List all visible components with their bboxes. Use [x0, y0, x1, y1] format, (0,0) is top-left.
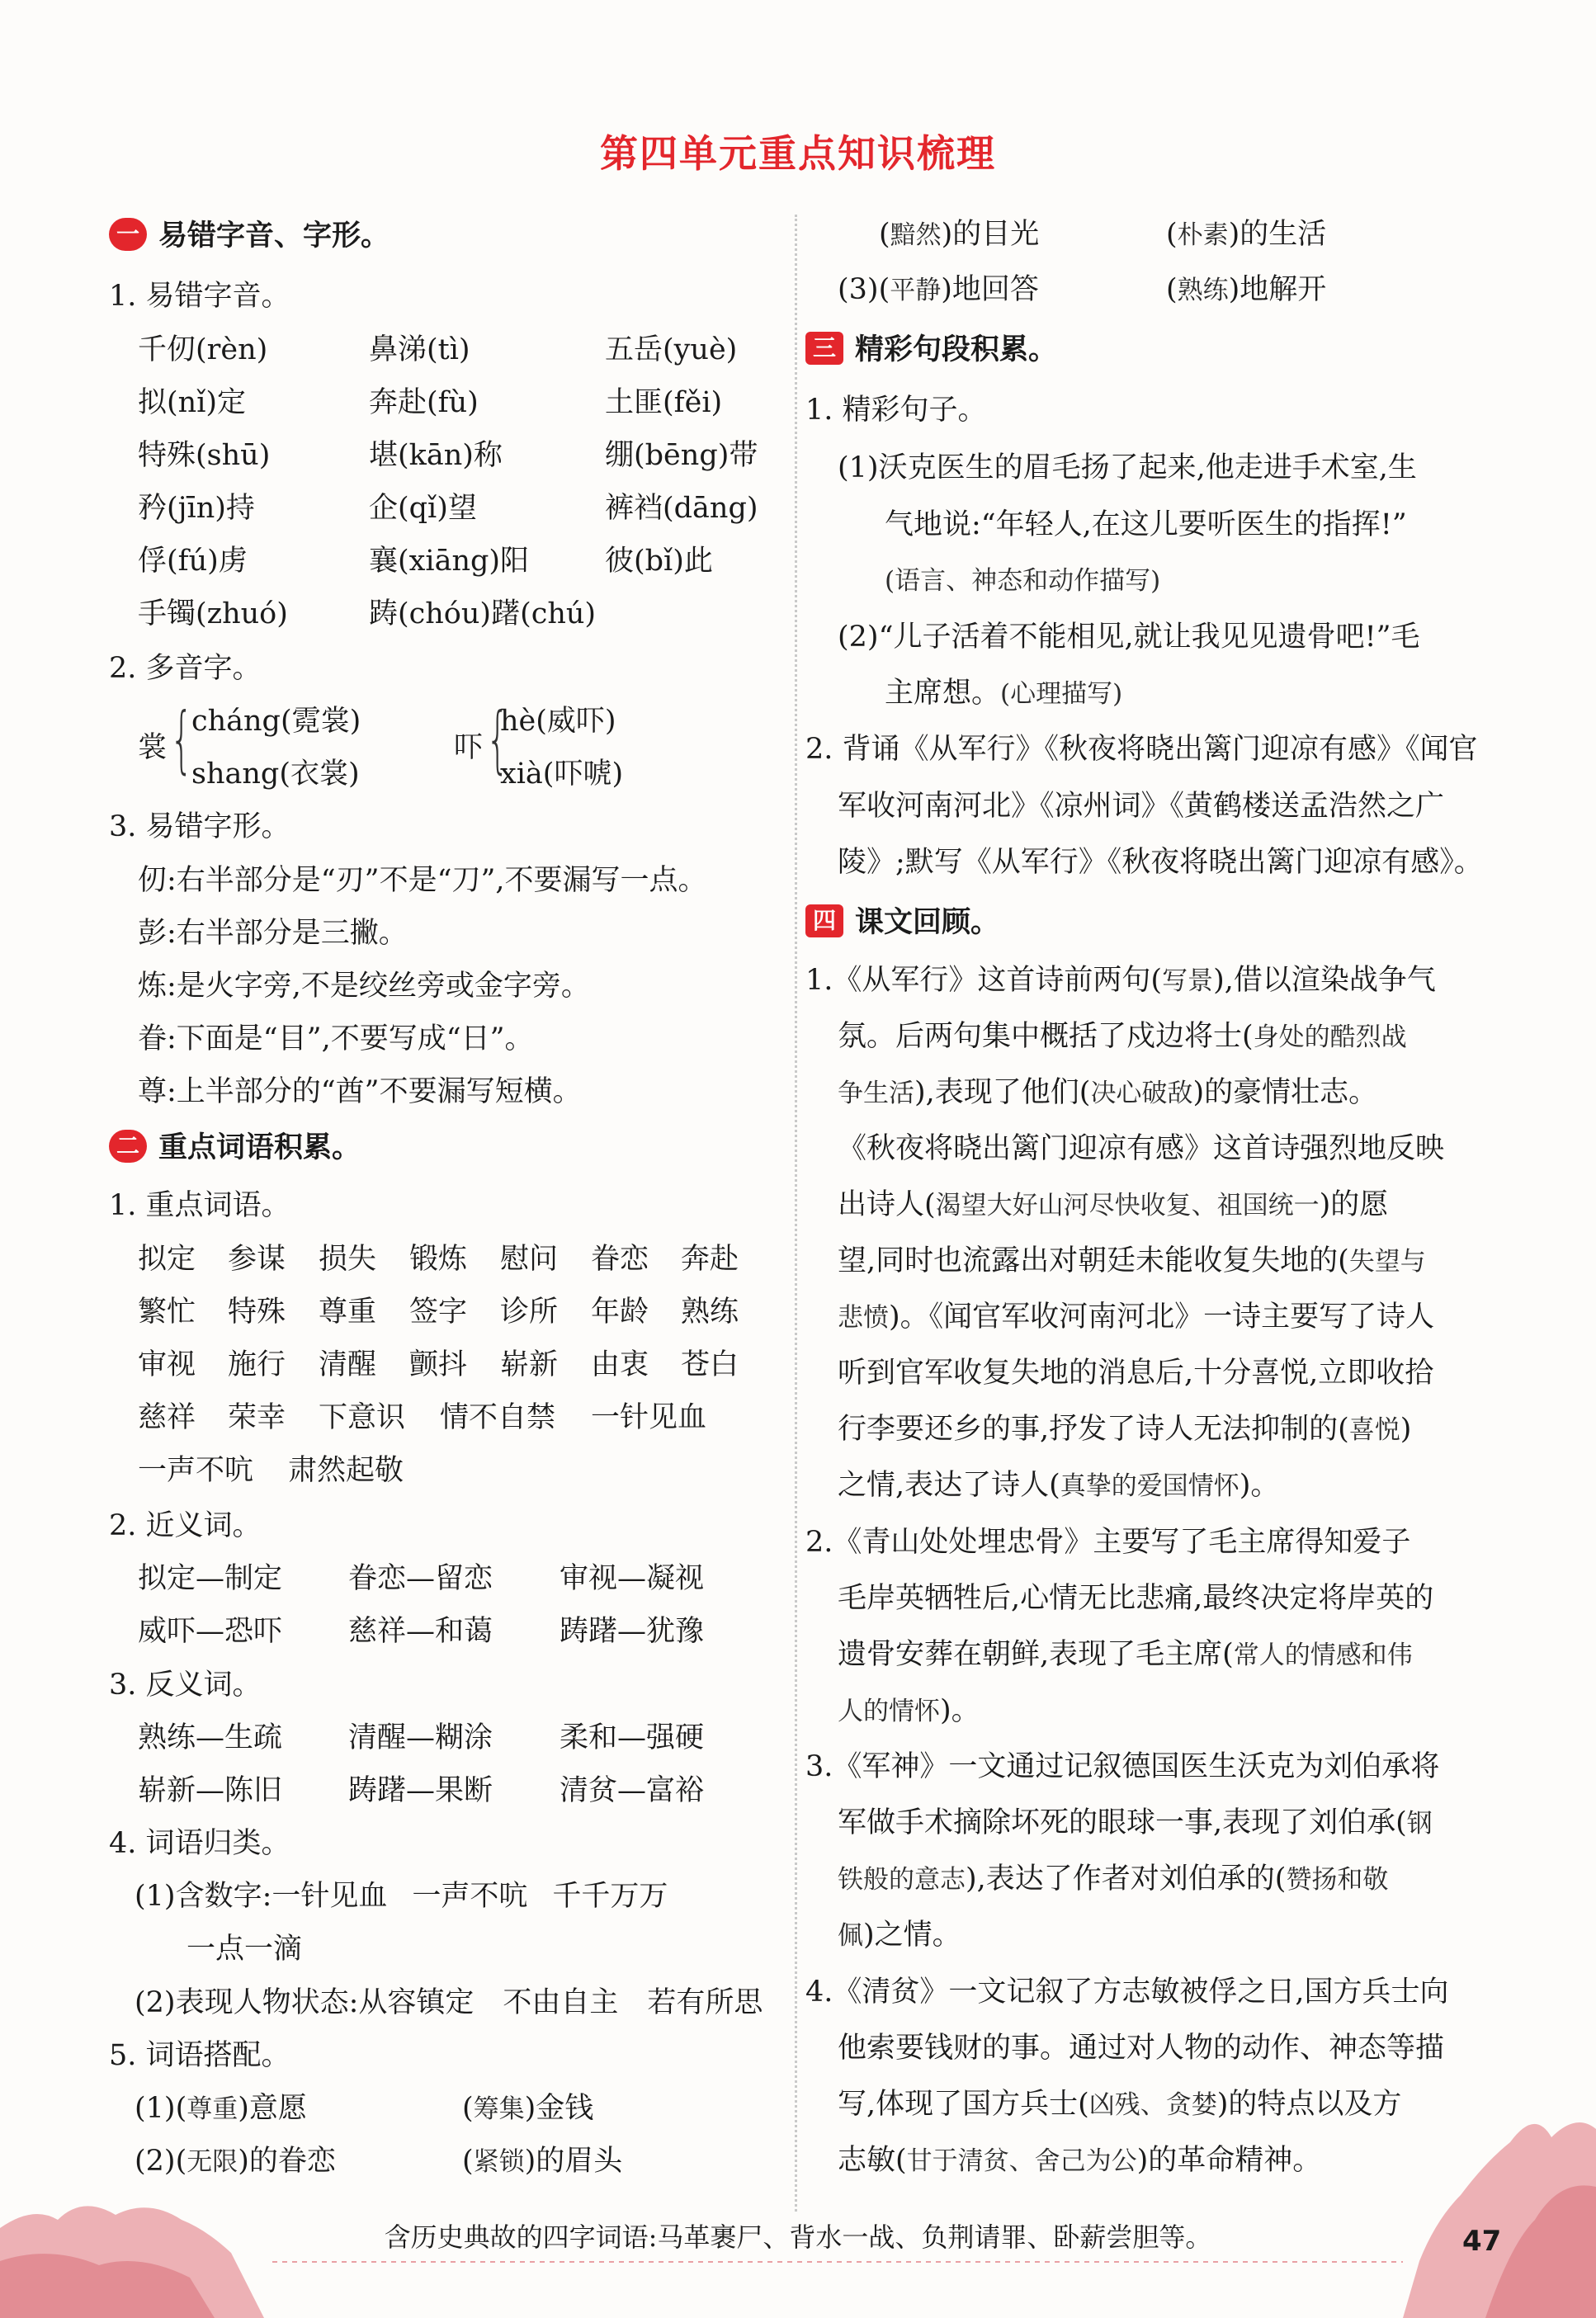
sentence-2-line-2: 主席想。(心理描写)	[885, 677, 1123, 710]
shape-note: 眷:下面是“目”,不要写成“日”。	[138, 1022, 534, 1055]
brace-icon: {	[170, 696, 193, 781]
word: 下意识	[319, 1401, 406, 1434]
collocation: (1)(尊重)意愿	[135, 2092, 307, 2125]
review-line: 佩)之情。	[838, 1919, 961, 1952]
word: 熟练	[681, 1296, 739, 1329]
pron-item: 堪(kān)称	[369, 439, 503, 472]
sec3-sub1: 1. 精彩句子。	[805, 394, 987, 427]
review-line: 氛。后两句集中概括了戍边将士(身处的酷烈战	[838, 1020, 1407, 1053]
shape-note: 仞:右半部分是“刃”不是“刀”,不要漏写一点。	[138, 864, 707, 897]
review-line: 悲愤)。《闻官军收河南河北》一诗主要写了诗人	[838, 1301, 1435, 1334]
review-line: 毛岸英牺牲后,心情无比悲痛,最终决定将岸英的	[838, 1582, 1434, 1615]
word: 慈祥	[138, 1401, 196, 1434]
review-line: 2.《青山处处埋忠骨》主要写了毛主席得知爱子	[805, 1526, 1411, 1559]
pron-item: 裤裆(dāng)	[605, 492, 758, 525]
collocation: (熟练)地解开	[1166, 273, 1327, 306]
pron-item: 土匪(fěi)	[605, 386, 723, 419]
word: 一声不吭	[138, 1454, 254, 1487]
pron-item: 襄(xiāng)阳	[369, 545, 530, 578]
word: 苍白	[681, 1348, 739, 1381]
review-line: 出诗人(渴望大好山河尽快收复、祖国统一)的愿	[838, 1188, 1389, 1221]
synonym-pair: 踌躇—犹豫	[560, 1615, 705, 1648]
word: 参谋	[228, 1243, 286, 1276]
collocation: (朴素)的生活	[1166, 218, 1327, 251]
antonym-pair: 崭新—陈旧	[138, 1774, 283, 1807]
pron-item: 踌(chóu)躇(chú)	[369, 597, 597, 630]
synonym-pair: 审视—凝视	[560, 1562, 705, 1595]
sec2-sub3: 3. 反义词。	[109, 1669, 262, 1702]
word: 一针见血	[591, 1401, 707, 1434]
antonym-pair: 清贫—富裕	[560, 1774, 705, 1807]
review-line: 他索要钱财的事。通过对人物的动作、神态等描	[838, 2032, 1445, 2065]
sentence-1-line-1: (1)沃克医生的眉毛扬了起来,他走进手术室,生	[838, 451, 1417, 484]
pron-item: 奔赴(fù)	[369, 386, 479, 419]
pron-item: 千仞(rèn)	[138, 333, 268, 366]
pron-item: 企(qǐ)望	[369, 492, 477, 525]
word-class-1: (1)含数字:一针见血 一声不吭 千千万万	[135, 1880, 668, 1913]
word-class-1-cont: 一点一滴	[187, 1933, 303, 1966]
review-line: 争生活),表现了他们(决心破敌)的豪情壮志。	[838, 1076, 1378, 1109]
pron-item: 鼻涕(tì)	[369, 333, 470, 366]
sentence-1-line-2: 气地说:“年轻人,在这儿要听医生的指挥!”	[885, 508, 1407, 541]
brace-icon: {	[486, 696, 509, 781]
sec3-sub2-line-3: 陵》;默写《从军行》《秋夜将晓出篱门迎凉有感》。	[838, 846, 1483, 879]
synonym-pair: 威吓—恐吓	[138, 1615, 283, 1648]
word: 荣幸	[228, 1401, 286, 1434]
review-line: 4.《清贫》一文记叙了方志敏被俘之日,国方兵士向	[805, 1976, 1449, 2009]
pron-item: 五岳(yuè)	[605, 333, 738, 366]
section-2-heading: 二 重点词语积累。	[109, 1128, 361, 1168]
word: 颤抖	[409, 1348, 468, 1381]
sec3-sub2-line-1: 2. 背诵《从军行》《秋夜将晓出篱门迎凉有感》《闻官	[805, 733, 1478, 766]
review-line: 写,体现了国方兵士(凶残、贪婪)的特点以及方	[838, 2088, 1402, 2121]
word: 年龄	[591, 1296, 649, 1329]
polyphone-reading: hè(威吓)	[500, 705, 616, 738]
synonym-pair: 拟定—制定	[138, 1562, 283, 1595]
review-line: 听到官军收复失地的消息后,十分喜悦,立即收拾	[838, 1357, 1434, 1390]
footer-note: 含历史典故的四字词语:马革裹尸、背水一战、负荆请罪、卧薪尝胆等。	[384, 2221, 1212, 2253]
page-title: 第四单元重点知识梳理	[600, 131, 996, 176]
pron-item: 矜(jīn)持	[138, 492, 255, 525]
section-2-badge: 二	[109, 1130, 147, 1163]
pron-item: 彼(bǐ)此	[605, 545, 713, 578]
word: 清醒	[319, 1348, 377, 1381]
sec2-sub2: 2. 近义词。	[109, 1509, 262, 1542]
polyphone-char: 裳	[138, 731, 168, 764]
section-1-badge: 一	[109, 218, 147, 251]
synonym-pair: 慈祥—和蔼	[348, 1615, 493, 1648]
pron-item: 绷(bēng)带	[605, 439, 758, 472]
antonym-pair: 柔和—强硬	[560, 1721, 705, 1754]
word: 崭新	[500, 1348, 559, 1381]
sentence-2-line-1: (2)“儿子活着不能相见,就让我见见遗骨吧!”毛	[838, 621, 1420, 654]
word: 施行	[228, 1348, 286, 1381]
review-line: 行李要还乡的事,抒发了诗人无法抑制的(喜悦)	[838, 1413, 1412, 1446]
review-line: 3.《军神》一文通过记叙德国医生沃克为刘伯承将	[805, 1750, 1440, 1783]
section-3-badge: 三	[805, 332, 843, 365]
word: 签字	[409, 1296, 468, 1329]
word: 锻炼	[409, 1243, 468, 1276]
word: 特殊	[228, 1296, 286, 1329]
word: 情不自禁	[440, 1401, 556, 1434]
pron-item: 拟(nǐ)定	[138, 386, 247, 419]
word: 慰问	[500, 1243, 559, 1276]
word: 由衷	[591, 1348, 649, 1381]
word: 繁忙	[138, 1296, 196, 1329]
collocation: (黯然)的目光	[879, 218, 1040, 251]
pron-item: 手镯(zhuó)	[138, 597, 288, 630]
word-class-2: (2)表现人物状态:从容镇定 不由自主 若有所思	[135, 1986, 763, 2019]
section-3-heading: 三 精彩句段积累。	[805, 330, 1057, 370]
sec1-sub2: 2. 多音字。	[109, 652, 262, 685]
collocation: (筹集)金钱	[462, 2092, 594, 2125]
review-line: 军做手术摘除坏死的眼球一事,表现了刘伯承(钢	[838, 1806, 1433, 1839]
review-line: 《秋夜将晓出篱门迎凉有感》这首诗强烈地反映	[838, 1132, 1445, 1165]
section-4-badge: 四	[805, 904, 843, 937]
sec2-sub5: 5. 词语搭配。	[109, 2039, 290, 2072]
review-line: 铁般的意志),表达了作者对刘伯承的(赞扬和敬	[838, 1862, 1389, 1895]
antonym-pair: 清醒—糊涂	[348, 1721, 493, 1754]
antonym-pair: 熟练—生疏	[138, 1721, 283, 1754]
sec2-sub4: 4. 词语归类。	[109, 1827, 290, 1860]
polyphone-char: 吓	[454, 731, 484, 764]
shape-note: 尊:上半部分的“酋”不要漏写短横。	[138, 1075, 582, 1108]
review-line: 望,同时也流露出对朝廷未能收复失地的(失望与	[838, 1244, 1426, 1277]
polyphone-reading: cháng(霓裳)	[191, 705, 361, 738]
section-1-heading: 一 易错字音、字形。	[109, 216, 390, 256]
polyphone-reading: shang(衣裳)	[191, 758, 360, 791]
collocation: (紧锁)的眉头	[462, 2145, 623, 2178]
review-line: 志敏(甘于清贫、舍己为公)的革命精神。	[838, 2144, 1322, 2177]
collocation: (2)(无限)的眷恋	[135, 2145, 336, 2178]
word: 尊重	[319, 1296, 377, 1329]
review-line: 之情,表达了诗人(真挚的爱国情怀)。	[838, 1469, 1280, 1502]
review-line: 遗骨安葬在朝鲜,表现了毛主席(常人的情感和伟	[838, 1638, 1413, 1671]
sentence-1-answer: (语言、神态和动作描写)	[885, 566, 1161, 596]
word: 拟定	[138, 1243, 196, 1276]
collocation: (3)(平静)地回答	[838, 273, 1039, 306]
sec3-sub2-line-2: 军收河南河北》《凉州词》《黄鹤楼送孟浩然之广	[838, 790, 1445, 823]
shape-note: 彭:右半部分是三撇。	[138, 917, 408, 950]
sec2-sub1: 1. 重点词语。	[109, 1189, 290, 1222]
synonym-pair: 眷恋—留恋	[348, 1562, 493, 1595]
polyphone-reading: xià(吓唬)	[500, 758, 624, 791]
word: 奔赴	[681, 1243, 739, 1276]
section-4-heading: 四 课文回顾。	[805, 903, 999, 942]
shape-note: 炼:是火字旁,不是绞丝旁或金字旁。	[138, 970, 590, 1003]
review-line: 人的情怀)。	[838, 1694, 980, 1727]
word: 眷恋	[591, 1243, 649, 1276]
word: 肃然起敬	[288, 1454, 404, 1487]
review-line: 1.《从军行》这首诗前两句(写景),借以渲染战争气	[805, 964, 1436, 997]
pron-item: 特殊(shū)	[138, 439, 271, 472]
word: 审视	[138, 1348, 196, 1381]
word: 诊所	[500, 1296, 559, 1329]
page-number: 47	[1462, 2225, 1502, 2258]
sec1-sub3: 3. 易错字形。	[109, 810, 290, 843]
sec1-sub1: 1. 易错字音。	[109, 280, 290, 313]
antonym-pair: 踌躇—果断	[348, 1774, 493, 1807]
pron-item: 俘(fú)虏	[138, 545, 248, 578]
word: 损失	[319, 1243, 377, 1276]
